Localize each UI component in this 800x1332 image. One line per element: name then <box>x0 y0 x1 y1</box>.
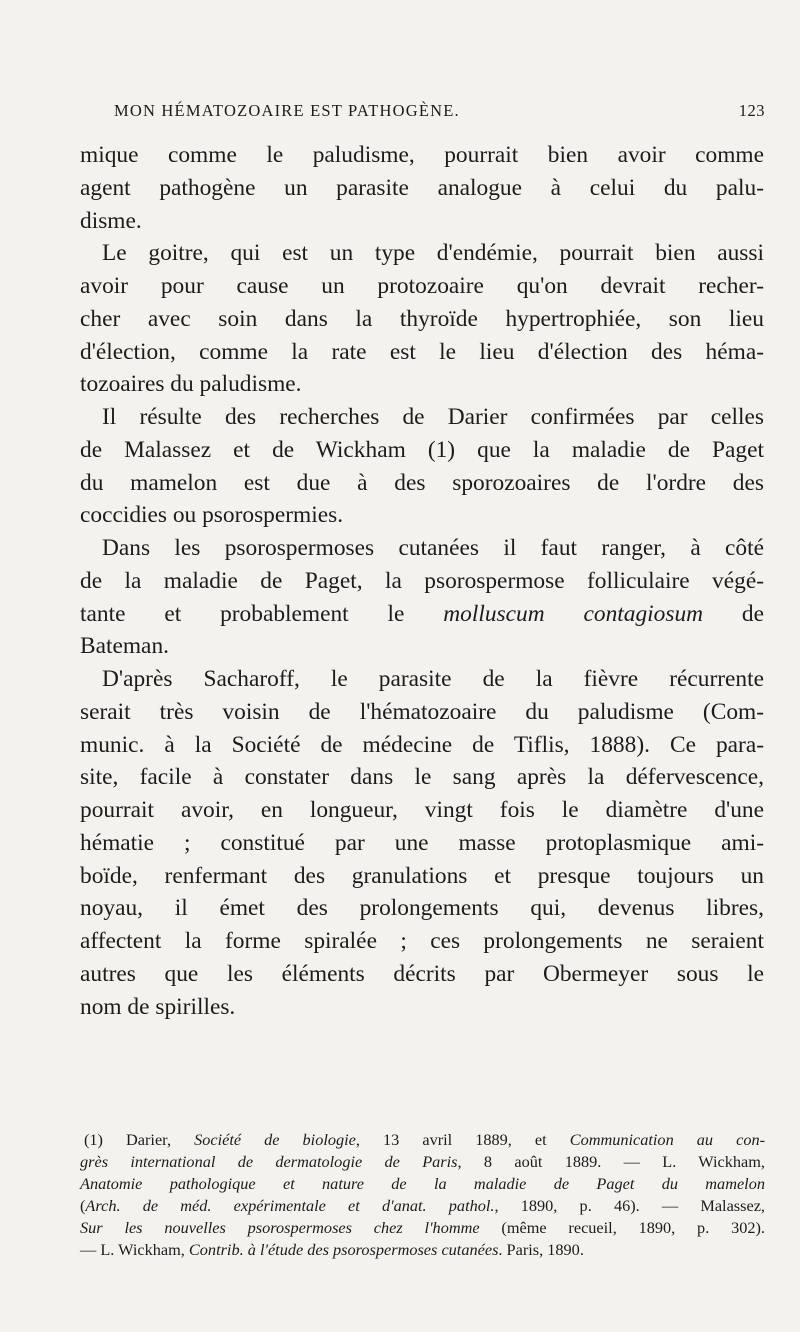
footnote-text: , 8 août 1889. — L. Wickham, <box>457 1152 765 1171</box>
footnote-text: — L. Wickham, <box>80 1240 189 1259</box>
footnote-italic: Anatomie pathologique et nature de la maladie de Paget du mamelon <box>80 1174 765 1193</box>
text-line: agent pathogène un parasite analogue à celui du palu- <box>80 174 764 201</box>
footnote-text: . Paris, 1890. <box>498 1240 584 1259</box>
footnote-text: (1) Darier, <box>84 1130 195 1149</box>
italic-term: molluscum contagiosum <box>443 600 704 627</box>
footnote-italic: Arch. de méd. expérimentale et d'anat. pathol. <box>85 1196 495 1215</box>
text-line: hématie ; constitué par une masse protoplasmique ami- <box>80 829 764 856</box>
footnote-line <box>80 1195 765 1217</box>
text-run: tante et probablement le <box>80 600 444 627</box>
footnote-italic: Communication au con- <box>569 1130 766 1149</box>
text-line: avoir pour cause un protozoaire qu'on devrait recher- <box>80 273 764 299</box>
text-line: munic. à la Société de médecine de Tiflis, 1888). Ce para- <box>80 731 764 758</box>
footnote-text: , 1890, p. 46). — Malassez, <box>494 1196 766 1215</box>
footnote-line <box>80 1151 765 1173</box>
footnote-text: ( <box>80 1196 86 1215</box>
text-line: noyau, il émet des prolongements qui, devenus libres, <box>80 895 764 922</box>
footnote-line <box>80 1129 765 1151</box>
paragraph-start: Il résulte des recherches de Darier confirmées par celles <box>102 404 764 430</box>
paragraph-start: Le goitre, qui est un type d'endémie, pourrait bien aussi <box>102 240 764 267</box>
running-head <box>80 101 765 127</box>
text-line: disme. <box>80 207 142 234</box>
page-number: 123 <box>738 101 765 120</box>
text-line <box>80 598 764 631</box>
footnote-italic: Sur les nouvelles psorospermoses chez l'homme <box>80 1218 480 1237</box>
text-line: tozoaires du paludisme. <box>80 371 302 398</box>
text-line: de Malassez et de Wickham (1) que la maladie de Paget <box>80 436 764 463</box>
text-line: de la maladie de Paget, la psorospermose folliculaire végé- <box>80 567 764 594</box>
text-line: d'élection, comme la rate est le lieu d'élection des héma- <box>80 338 764 365</box>
footnote-italic: Contrib. à l'étude des psorospermoses cutanées <box>188 1240 499 1259</box>
text-line: affectent la forme spiralée ; ces prolongements ne seraient <box>80 928 764 954</box>
text-line: boïde, renfermant des granulations et presque toujours un <box>80 862 764 889</box>
footnote-italic: Société de biologie <box>194 1130 356 1149</box>
text-line: du mamelon est due à des sporozoaires de l'ordre des <box>80 469 764 496</box>
text-line: site, facile à constater dans le sang après la défervescence, <box>80 764 764 791</box>
text-line: nom de spirilles. <box>80 993 236 1020</box>
paragraph-start: D'après Sacharoff, le parasite de la fièvre récurrente <box>102 666 764 692</box>
footnote-text: , 13 avril 1889, et <box>355 1130 570 1149</box>
footnote-line <box>80 1217 765 1239</box>
footnote-line <box>80 1173 765 1195</box>
body-text <box>80 139 764 1023</box>
text-line: mique comme le paludisme, pourrait bien avoir comme <box>80 142 764 168</box>
text-line: Bateman. <box>80 633 169 660</box>
text-line: pourrait avoir, en longueur, vingt fois le diamètre d'une <box>80 797 764 823</box>
footnote-italic: grès international de dermatologie de Paris <box>80 1152 458 1171</box>
footnote <box>80 1129 765 1261</box>
text-line: cher avec soin dans la thyroïde hypertrophiée, son lieu <box>80 305 764 332</box>
paragraph-start: Dans les psorospermoses cutanées il faut ranger, à côté <box>102 535 764 561</box>
text-line: serait très voisin de l'hématozoaire du paludisme (Com- <box>80 698 764 725</box>
text-line: coccidies ou psorospermies. <box>80 502 344 529</box>
footnote-text: (même recueil, 1890, p. 302). <box>479 1218 765 1237</box>
text-run: de <box>703 600 764 627</box>
running-title: MON HÉMATOZOAIRE EST PATHOGÈNE. <box>114 101 460 120</box>
footnote-line <box>80 1239 765 1261</box>
text-line: autres que les éléments décrits par Obermeyer sous le <box>80 960 764 987</box>
